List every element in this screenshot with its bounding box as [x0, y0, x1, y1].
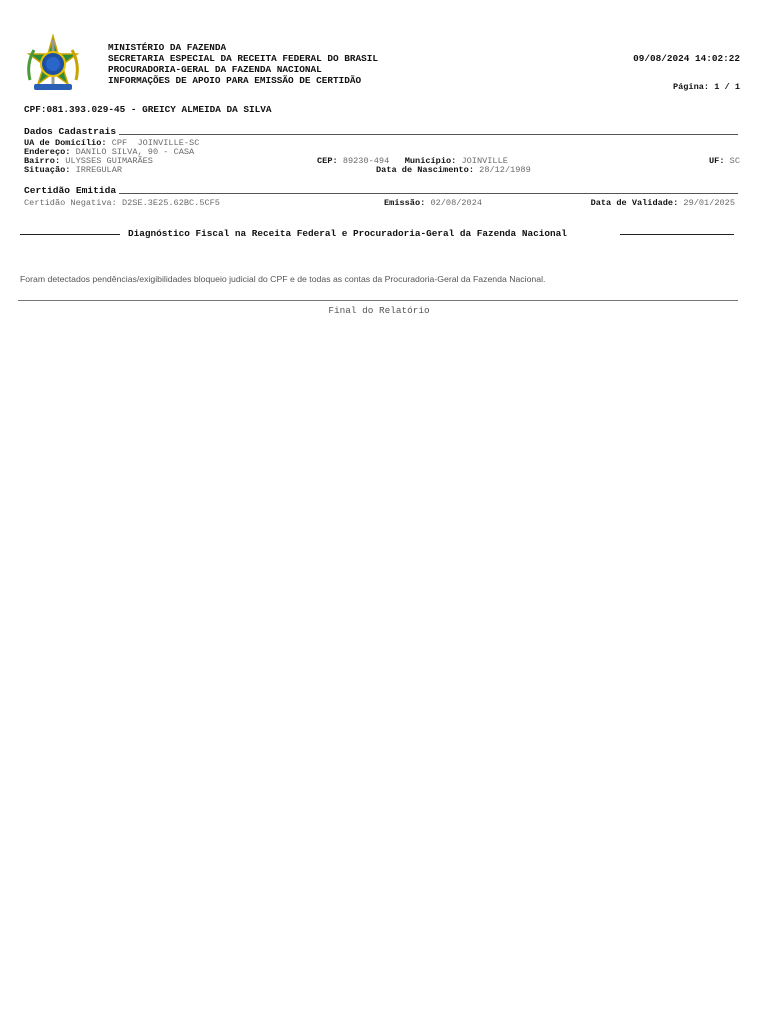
municipio-value: JOINVILLE [461, 156, 508, 166]
dados-section-rule [24, 134, 738, 135]
emissao-row [384, 198, 482, 208]
report-datetime: 09/08/2024 14:02:22 [633, 53, 740, 64]
dados-section-title: Dados Cadastrais [24, 126, 119, 137]
validade-value: 29/01/2025 [683, 198, 735, 208]
header-line-2: SECRETARIA ESPECIAL DA RECEITA FEDERAL DO BRASIL [108, 53, 379, 64]
coat-of-arms-icon [22, 34, 84, 96]
situacao-label: Situação: [24, 165, 71, 175]
validade-row [591, 198, 735, 208]
header-line-1: MINISTÉRIO DA FAZENDA [108, 42, 227, 53]
bairro-label: Bairro: [24, 156, 61, 166]
page-number: Página: 1 / 1 [672, 82, 740, 92]
validade-label: Data de Validade: [590, 198, 679, 208]
certidao-section-title: Certidão Emitida [24, 185, 119, 196]
diagnostico-rule-right [620, 234, 734, 235]
situacao-row [24, 165, 122, 175]
certidao-section-rule [24, 193, 738, 194]
diagnostico-message: Foram detectados pendências/exigibilidades bloqueio judicial do CPF e de todas as contas da Procuradoria-Geral da Fazenda Nacional. [20, 274, 546, 284]
diagnostico-rule-left [20, 234, 120, 235]
uf-label: UF: [709, 156, 725, 166]
emissao-value: 02/08/2024 [430, 198, 483, 208]
cpf-title: CPF:081.393.029-45 - GREICY ALMEIDA DA SILVA [24, 104, 272, 115]
header-line-4: INFORMAÇÕES DE APOIO PARA EMISSÃO DE CERTIDÃO [108, 75, 362, 86]
diagnostico-title: Diagnóstico Fiscal na Receita Federal e Procuradoria-Geral da Fazenda Nacional [128, 228, 567, 239]
nascimento-row [376, 165, 531, 175]
nascimento-label: Data de Nascimento: [376, 165, 474, 175]
bairro-value: ULYSSES GUIMARÃES [65, 156, 153, 166]
situacao-value: IRREGULAR [75, 165, 123, 175]
certidao-negativa: Certidão Negativa: D2SE.3E25.62BC.5CF5 [24, 198, 220, 208]
municipio-label: Município: [404, 156, 457, 166]
uf-row [709, 156, 740, 166]
endereco-label: Endereço: [24, 147, 71, 157]
cep-value: 89230-494 [342, 156, 390, 166]
ua-domicilio-label: UA de Domicílio: [24, 138, 107, 148]
nascimento-value: 28/12/1989 [479, 165, 531, 175]
endereco-value: DANILO SILVA, 90 - CASA [75, 147, 195, 157]
uf-value: SC [729, 156, 740, 166]
emissao-label: Emissão: [384, 198, 426, 208]
footer-rule [18, 300, 738, 301]
final-do-relatorio: Final do Relatório [328, 305, 430, 316]
cep-label: CEP: [317, 156, 338, 166]
ua-domicilio-value: CPF JOINVILLE-SC [111, 138, 200, 148]
header-line-3: PROCURADORIA-GERAL DA FAZENDA NACIONAL [108, 64, 322, 75]
